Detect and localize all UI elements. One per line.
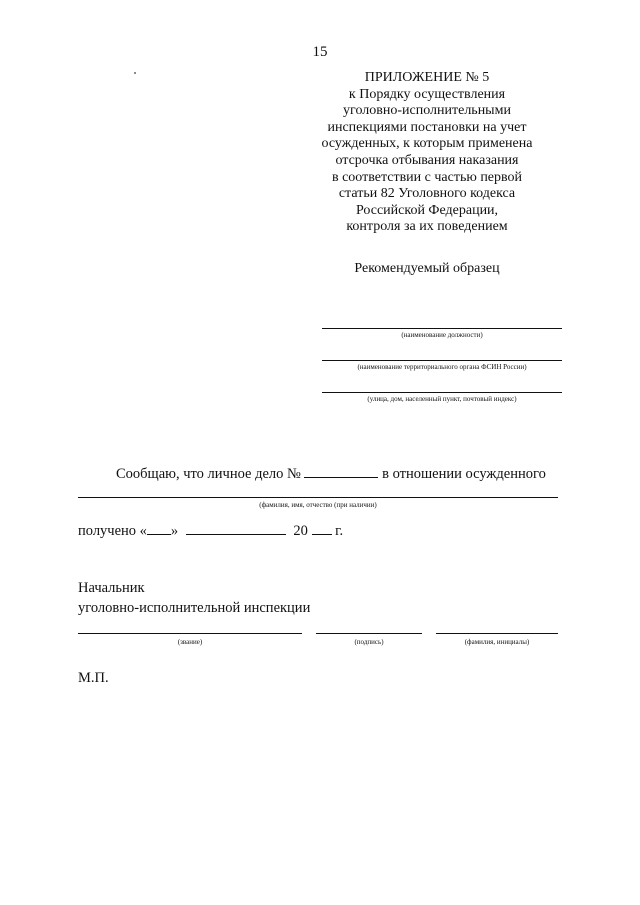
report-line: [116, 465, 546, 483]
annex-line: отсрочка отбывания наказания: [335, 152, 519, 168]
signature-field[interactable]: [316, 633, 422, 634]
position-caption: (наименование должности): [401, 331, 483, 339]
annex-line: инспекциями постановки на учет: [327, 119, 527, 135]
report-prefix: Сообщаю, что личное дело №: [116, 466, 301, 482]
report-suffix: в отношении осужденного: [382, 466, 546, 482]
stamp-label: М.П.: [78, 670, 109, 686]
received-quote-close: »: [170, 523, 179, 539]
year-prefix: 20: [293, 523, 308, 539]
annex-header: [318, 70, 536, 236]
inspection-name: уголовно-исполнительной инспекции: [78, 600, 311, 616]
annex-line: статьи 82 Уголовного кодекса: [338, 186, 516, 202]
received-prefix: получено «: [78, 523, 147, 539]
address-caption: (улица, дом, населенный пункт, почтовый индекс): [367, 395, 517, 403]
annex-line: в соответствии с частью первой: [331, 169, 523, 185]
organ-caption: (наименование территориального органа ФСИН России): [357, 363, 527, 371]
organ-field[interactable]: [322, 360, 562, 361]
year-suffix: г.: [335, 523, 344, 539]
annex-title: ПРИЛОЖЕНИЕ № 5: [364, 70, 490, 85]
head-title: Начальник: [78, 580, 145, 596]
received-day-field[interactable]: [147, 522, 171, 535]
convict-name-field[interactable]: [78, 497, 558, 498]
signature-caption: (подпись): [354, 638, 384, 646]
rank-field[interactable]: [78, 633, 302, 634]
scan-speck: [134, 72, 136, 74]
received-year-field[interactable]: [312, 522, 332, 535]
position-field[interactable]: [322, 328, 562, 329]
annex-line: контроля за их поведением: [346, 219, 508, 235]
page-number: 15: [312, 44, 328, 60]
received-month-field[interactable]: [186, 522, 286, 535]
initials-field[interactable]: [436, 633, 558, 634]
annex-line: Российской Федерации,: [355, 202, 499, 218]
initials-caption: (фамилия, инициалы): [464, 638, 530, 646]
case-number-field[interactable]: [304, 465, 378, 478]
sample-note: Рекомендуемый образец: [354, 261, 500, 276]
received-line: [78, 522, 343, 540]
convict-name-caption: (фамилия, имя, отчество (при наличии): [259, 501, 377, 509]
address-field[interactable]: [322, 392, 562, 393]
annex-line: уголовно-исполнительными: [343, 103, 511, 119]
rank-caption: (звание): [177, 638, 203, 646]
annex-line: к Порядку осуществления: [348, 86, 506, 102]
annex-line: осужденных, к которым применена: [321, 136, 533, 152]
